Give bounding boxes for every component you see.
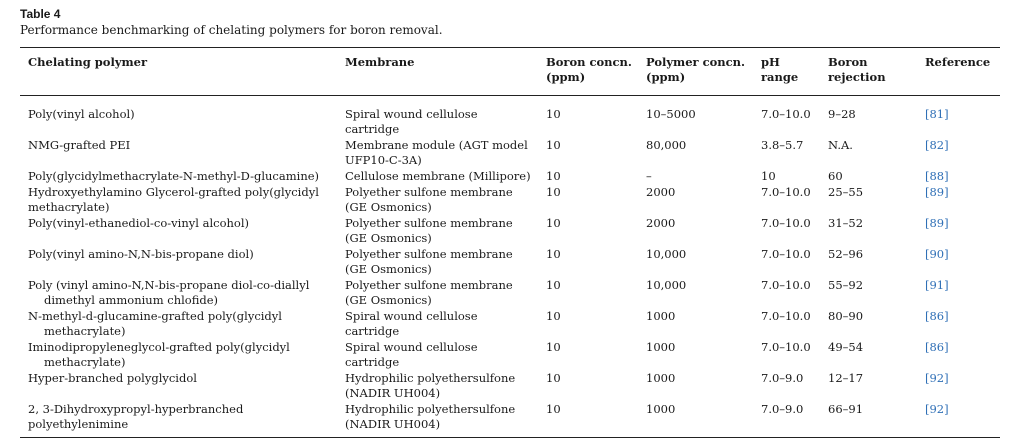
table-body [20,96,1000,438]
cell-membrane: Polyether sulfone membrane (GE Osmonics) [345,185,513,214]
header-row [20,48,1000,96]
cell-ph-range: 7.0–10.0 [761,107,811,121]
cell-boron-concn: 10 [546,371,561,385]
reference-link[interactable]: [86] [925,340,949,354]
table-row [20,138,1000,169]
cell-boron-rejection: 55–92 [828,278,864,292]
cell-polymer-concn: 80,000 [646,138,687,152]
cell-ph-range: 7.0–10.0 [761,278,811,292]
column-header-boron-rejection: Boron rejection [828,55,886,84]
reference-link[interactable]: [91] [925,278,949,292]
reference-link[interactable]: [89] [925,185,949,199]
cell-boron-concn: 10 [546,169,561,183]
cell-boron-rejection: 66–91 [828,402,864,416]
cell-boron-rejection: N.A. [828,138,853,152]
cell-boron-rejection: 52–96 [828,247,864,261]
cell-polymer: Poly(glycidylmethacrylate-N-methyl-D-glucamine) [28,169,320,183]
table-row [20,309,1000,340]
table-number: Table 4 [20,7,61,21]
cell-ph-range: 3.8–5.7 [761,138,804,152]
table-figure [20,6,1000,438]
cell-boron-concn: 10 [546,107,561,121]
cell-ph-range: 10 [761,169,776,183]
cell-polymer-concn: 10,000 [646,278,687,292]
cell-polymer-concn: 10–5000 [646,107,696,121]
column-header-ph-range: pH range [761,55,799,84]
table-row [20,96,1000,139]
cell-boron-concn: 10 [546,247,561,261]
table-row [20,247,1000,278]
reference-link[interactable]: [86] [925,309,949,323]
cell-polymer: Poly(vinyl amino-N,N-bis-propane diol) [28,247,254,261]
cell-ph-range: 7.0–10.0 [761,185,811,199]
column-header-reference: Reference [925,55,991,69]
cell-boron-concn: 10 [546,185,561,199]
benchmark-table [20,47,1000,438]
cell-ph-range: 7.0–10.0 [761,340,811,354]
cell-polymer-concn: 10,000 [646,247,687,261]
table-row [20,169,1000,185]
cell-boron-rejection: 25–55 [828,185,864,199]
reference-link[interactable]: [92] [925,371,949,385]
cell-membrane: Hydrophilic polyethersulfone (NADIR UH004) [345,371,516,400]
table-caption: Performance benchmarking of chelating polymers for boron removal. [20,23,443,37]
cell-polymer-concn: 1000 [646,371,676,385]
cell-ph-range: 7.0–9.0 [761,402,804,416]
cell-ph-range: 7.0–10.0 [761,247,811,261]
cell-ph-range: 7.0–10.0 [761,216,811,230]
column-header-polymer-concn: Polymer concn. (ppm) [646,55,746,84]
cell-boron-concn: 10 [546,340,561,354]
cell-membrane: Hydrophilic polyethersulfone (NADIR UH004) [345,402,516,431]
table-row [20,371,1000,402]
column-header-boron-concn: Boron concn. (ppm) [546,55,632,84]
cell-polymer: Poly(vinyl-ethanediol-co-vinyl alcohol) [28,216,249,230]
cell-polymer: Iminodipropyleneglycol-grafted poly(glycidyl methacrylate) [28,340,290,369]
reference-link[interactable]: [82] [925,138,949,152]
cell-membrane: Polyether sulfone membrane (GE Osmonics) [345,278,513,307]
reference-link[interactable]: [88] [925,169,949,183]
cell-boron-rejection: 31–52 [828,216,864,230]
reference-link[interactable]: [81] [925,107,949,121]
reference-link[interactable]: [90] [925,247,949,261]
table-row [20,216,1000,247]
cell-polymer: 2, 3-Dihydroxypropyl-hyperbranched polyethylenimine [28,402,244,431]
cell-membrane: Spiral wound cellulose cartridge [345,309,478,338]
cell-polymer-concn: 1000 [646,309,676,323]
column-header-polymer: Chelating polymer [28,55,148,69]
cell-boron-concn: 10 [546,216,561,230]
cell-polymer-concn: – [646,169,652,183]
table-row [20,278,1000,309]
cell-polymer-concn: 2000 [646,216,676,230]
cell-ph-range: 7.0–10.0 [761,309,811,323]
cell-boron-rejection: 9–28 [828,107,856,121]
cell-boron-concn: 10 [546,402,561,416]
cell-polymer-concn: 1000 [646,340,676,354]
cell-polymer: Poly (vinyl amino-N,N-bis-propane diol-co-diallyl dimethyl ammonium chlofide) [28,278,310,307]
reference-link[interactable]: [92] [925,402,949,416]
cell-ph-range: 7.0–9.0 [761,371,804,385]
cell-polymer: NMG-grafted PEI [28,138,131,152]
cell-polymer-concn: 2000 [646,185,676,199]
cell-boron-rejection: 49–54 [828,340,864,354]
cell-boron-concn: 10 [546,309,561,323]
cell-polymer: N-methyl-d-glucamine-grafted poly(glycidyl methacrylate) [28,309,282,338]
cell-polymer: Hydroxyethylamino Glycerol-grafted poly(glycidyl methacrylate) [28,185,319,214]
cell-membrane: Spiral wound cellulose cartridge [345,340,478,369]
cell-membrane: Polyether sulfone membrane (GE Osmonics) [345,216,513,245]
column-header-membrane: Membrane [345,55,415,69]
reference-link[interactable]: [89] [925,216,949,230]
cell-polymer: Poly(vinyl alcohol) [28,107,135,121]
table-row [20,340,1000,371]
cell-membrane: Polyether sulfone membrane (GE Osmonics) [345,247,513,276]
cell-boron-rejection: 80–90 [828,309,864,323]
cell-polymer-concn: 1000 [646,402,676,416]
cell-boron-concn: 10 [546,138,561,152]
cell-membrane: Membrane module (AGT model UFP10-C-3A) [345,138,528,167]
cell-membrane: Cellulose membrane (Millipore) [345,169,531,183]
cell-boron-concn: 10 [546,278,561,292]
cell-membrane: Spiral wound cellulose cartridge [345,107,478,136]
table-row [20,185,1000,216]
cell-polymer: Hyper-branched polyglycidol [28,371,197,385]
table-row [20,402,1000,438]
cell-boron-rejection: 12–17 [828,371,864,385]
cell-boron-rejection: 60 [828,169,843,183]
